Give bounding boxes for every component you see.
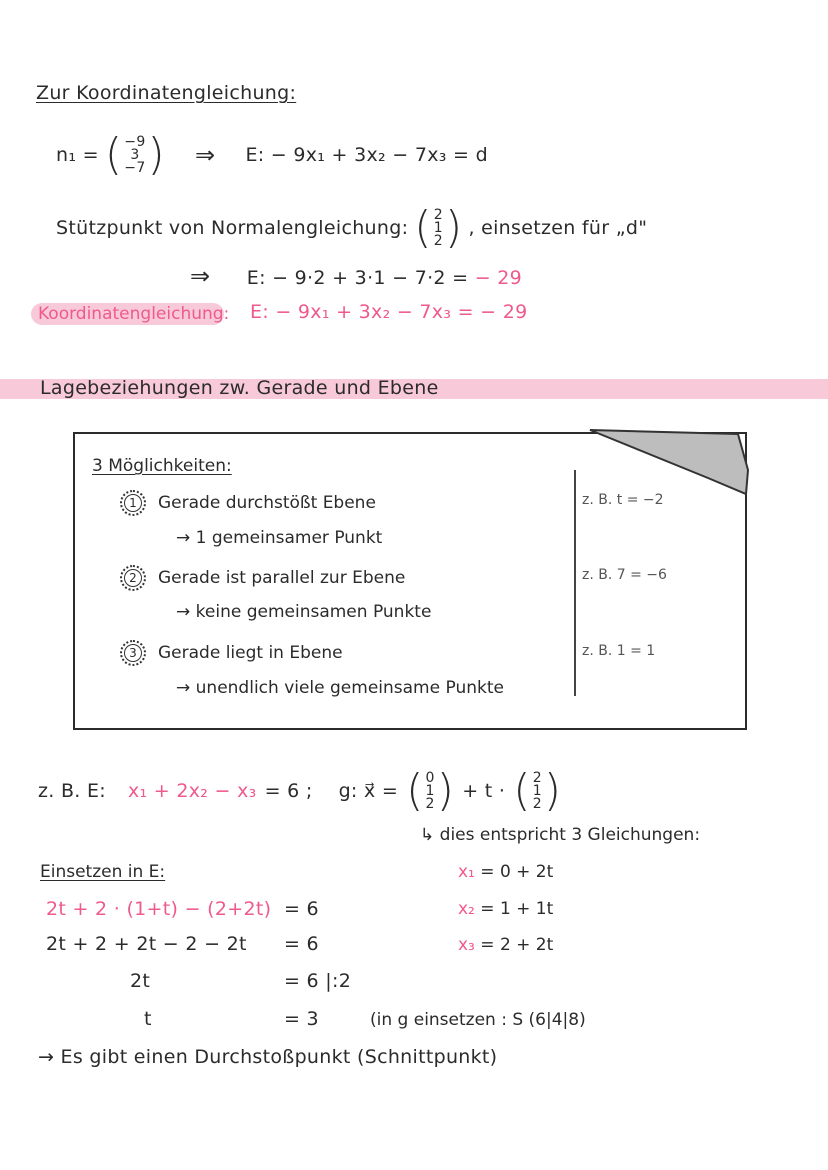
step-1-rhs: = 6 — [284, 898, 319, 920]
example-prefix: z. B. E: — [38, 780, 106, 802]
param-eq-3: x₃ = 2 + 2t — [458, 935, 554, 955]
example-row — [38, 765, 562, 816]
possibility-1 — [120, 490, 376, 516]
step-3-lhs: 2t — [130, 970, 151, 992]
possibility-2-text: Gerade ist parallel zur Ebene — [158, 568, 406, 588]
line-label: g: x⃗ = — [338, 780, 399, 802]
possibility-3-example: z. B. 1 = 1 — [582, 643, 656, 659]
line-vector-entry: 2 — [532, 769, 542, 786]
coord-eq-label: Koordinatengleichung: — [38, 304, 230, 324]
normal-vector-entry: −7 — [124, 159, 146, 176]
line-support-vector: ( 0 1 2 ) — [406, 765, 455, 816]
support-vector: ( 2 1 2 ) — [414, 202, 463, 253]
possibility-3-text: Gerade liegt in Ebene — [158, 643, 343, 663]
possibility-3 — [120, 640, 343, 666]
support-row — [56, 202, 648, 253]
step-3-rhs: = 6 |:2 — [284, 970, 352, 992]
possibility-2 — [120, 565, 405, 591]
possibility-1-example: z. B. t = −2 — [582, 492, 664, 508]
number-1-icon: 1 — [120, 490, 146, 516]
line-vector-entry: 2 — [425, 795, 435, 812]
calc-row — [190, 262, 522, 290]
param-eq-2: x₂ = 1 + 1t — [458, 899, 554, 919]
step-4-lhs: t — [144, 1008, 152, 1030]
box-divider — [574, 470, 576, 696]
step-1-lhs: 2t + 2 · (1+t) − (2+2t) — [46, 898, 272, 920]
support-text: , einsetzen für „d" — [468, 217, 648, 239]
example-plane: x₁ + 2x₂ − x₃ — [127, 780, 257, 802]
normal-label: n₁ = — [56, 144, 99, 166]
step-2-lhs: 2t + 2 + 2t − 2 − 2t — [46, 933, 247, 955]
support-label: Stützpunkt von Normalengleichung: — [56, 217, 409, 239]
equations-note: ↳ dies entspricht 3 Gleichungen: — [420, 825, 701, 845]
step-2-rhs: = 6 — [284, 933, 319, 955]
support-vector-entry: 1 — [433, 219, 443, 236]
normal-vector-entry: −9 — [124, 133, 146, 150]
box-title: 3 Möglichkeiten: — [92, 456, 232, 476]
support-vector-entry: 2 — [433, 232, 443, 249]
line-vector-entry: 1 — [532, 782, 542, 799]
normal-vector-entry: 3 — [130, 146, 140, 163]
line-direction-vector: ( 2 1 2 ) — [513, 765, 562, 816]
normal-vector-row — [56, 130, 488, 180]
insert-title: Einsetzen in E: — [40, 862, 166, 882]
possibility-3-sub: → unendlich viele gemeinsame Punkte — [176, 678, 504, 698]
conclusion: → Es gibt einen Durchstoßpunkt (Schnittpunkt) — [38, 1046, 498, 1068]
line-vector-entry: 0 — [425, 769, 435, 786]
implies-arrow: ⇒ — [190, 262, 211, 290]
coord-heading: Zur Koordinatengleichung: — [36, 82, 297, 104]
possibility-1-text: Gerade durchstößt Ebene — [158, 493, 376, 513]
possibility-1-sub: → 1 gemeinsamer Punkt — [176, 528, 383, 548]
implies-arrow: ⇒ — [195, 141, 216, 169]
d-result: − 29 — [468, 267, 523, 289]
plus-t: + t · — [462, 780, 506, 802]
possibility-2-example: z. B. 7 = −6 — [582, 567, 667, 583]
insert-note: (in g einsetzen : S (6|4|8) — [370, 1010, 586, 1030]
normal-vector: ( −9 3 −7 ) — [104, 129, 166, 180]
number-3-icon: 3 — [120, 640, 146, 666]
support-vector-entry: 2 — [433, 206, 443, 223]
number-2-icon: 2 — [120, 565, 146, 591]
d-calculation: E: − 9·2 + 3·1 − 7·2 = — [246, 267, 469, 289]
possibility-2-sub: → keine gemeinsamen Punkte — [176, 602, 432, 622]
param-eq-1: x₁ = 0 + 2t — [458, 862, 554, 882]
plane-equation-d: E: − 9x₁ + 3x₂ − 7x₃ = d — [245, 144, 488, 166]
tape-decoration — [588, 428, 750, 498]
line-vector-entry: 1 — [425, 782, 435, 799]
line-vector-entry: 2 — [532, 795, 542, 812]
step-4-rhs: = 3 — [284, 1008, 319, 1030]
example-plane-rhs: = 6 ; — [264, 780, 313, 802]
coord-eq: E: − 9x₁ + 3x₂ − 7x₃ = − 29 — [250, 301, 528, 323]
section-title: Lagebeziehungen zw. Gerade und Ebene — [40, 377, 439, 399]
